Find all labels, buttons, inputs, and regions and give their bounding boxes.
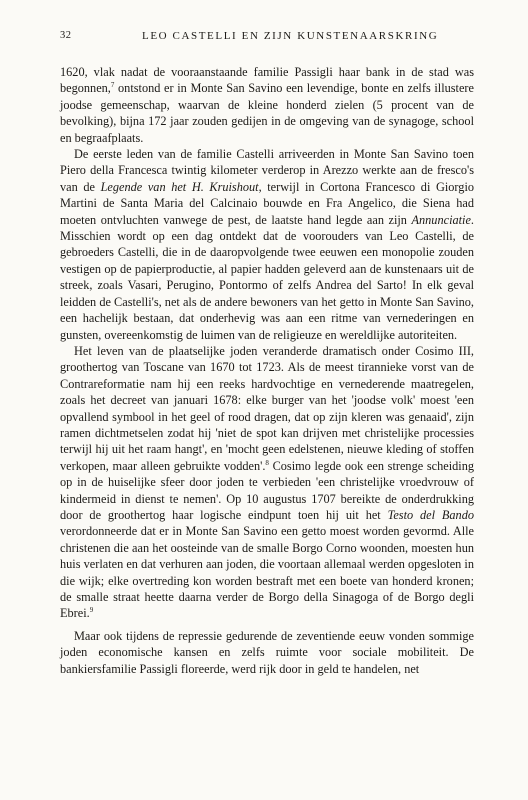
text-run: ontstond er in Monte San Savino een levendige, bonte en zelfs illustere joodse gemeenschap, waarvan de kleine honderd zielen (5 procent van de bevolking), bijna 172 jaar zouden gedijen in de omgeving van de synagoge, school en begraafplaats.	[60, 81, 474, 145]
text-run: , groothertog van Toscane van 1670 tot 1723. Als de meest tirannieke vorst van de Contrareformatie nam hij een reeks hardvochtige en vernederende maatregelen, zoals het decreet van januari 1678: elke burger van het 'joodse volk' moest 'een opvallend symbool in het geel of rood dragen, dat op zijn kleren was genaaid', zijn ramen dichtmetselen zodat hij 'niet de spot kan drijven met christelijke processies terwijl hij uit het raam hangt', en 'mocht geen edelstenen, nieuwe kleding of stoffen verkopen, maar alleen gebruikte vodden'.	[60, 343, 474, 473]
text-run: , terwijl in Cortona Francesco di Giorgio Martini de Santa Maria del Calcinaio bouwde en Fra Angelico, die Siena had moeten ontvluchten vanwege de pest, de laatste hand legde aan zijn	[60, 179, 475, 227]
paragraph-2	[60, 146, 474, 343]
page-number: 32	[60, 30, 72, 41]
text-run: 1620, vlak nadat de vooraanstaande familie Passigli haar bank in de stad was begonnen,	[60, 65, 474, 96]
paragraph-4	[60, 628, 474, 677]
italic-title: Legende van het H. Kruishout	[100, 179, 259, 194]
running-title: LEO CASTELLI EN ZIJN KUNSTENAARSKRING	[142, 30, 439, 42]
text-run: De eerste leden van de familie Castelli arriveerden in Monte San Savino toen Piero della Francesca twintig kilometer verderop in Arezzo werkte aan de fresco's van de	[60, 147, 474, 194]
italic-title: Annunciatie	[411, 212, 471, 227]
italic-title: Testo del Bando	[387, 507, 475, 522]
paragraph-1	[60, 64, 474, 146]
text-run: Cosimo legde ook een strenge scheiding op in de huiselijke sfeer door joden te verbieden 'een christelijke vroedvrouw of kindermeid in dienst te nemen'. Op 10 augustus 1707 bereikte de onderdrukking door de groothertog haar logische eindpunt toen hij uit het	[60, 458, 474, 522]
text-run: Het leven van de plaatselijke joden veranderde dramatisch onder Cosimo	[74, 343, 459, 358]
footnote-marker: 8	[265, 458, 269, 467]
footnote-marker: 9	[89, 606, 94, 615]
paragraph-3	[60, 343, 474, 622]
text-run: . Misschien wordt op een dag ontdekt dat de voorouders van Leo Castelli, de gebroeders Castelli, die in de daaropvolgende twee eeuwen een monopolie zouden vestigen op de papierproductie, al papier hadden geleverd aan de kunstenaars uit de streek, zoals Vasari, Perugino, Pontormo of zelfs Andrea del Sarto! In elk geval leidden de Castelli's, net als de andere bewoners van het getto in Monte San Savino, een hachelijk bestaan, dat onderhevig was aan een ritme van vernederingen en gunsten, overeenkomstig de luimen van de religieuze en wereldlijke autoriteiten.	[60, 212, 474, 342]
roman-numeral: III	[458, 343, 471, 358]
footnote-marker: 7	[110, 81, 115, 90]
text-run: Maar ook tijdens de repressie gedurende de zeventiende eeuw vonden sommige joden economische kansen en zelfs ruimte voor sociale mobiliteit. De bankiersfamilie Passigli floreerde, werd rijk door in geld te handelen, net	[60, 628, 474, 676]
body-text	[60, 64, 474, 677]
text-run: verordonneerde dat er in Monte San Savino een getto moest worden gevormd. Alle christenen die aan het oosteinde van de smalle Borgo Corno woonden, moesten hun huis verlaten en dat verhuren aan joden, die voortaan allemaal werden opgesloten in die wijk; elke overtreding kon worden bestraft met een boete van honderd kronen; de smalle straat heette daarna verder de Borgo della Sinagoga of de Borgo degli Ebrei.	[60, 524, 474, 621]
